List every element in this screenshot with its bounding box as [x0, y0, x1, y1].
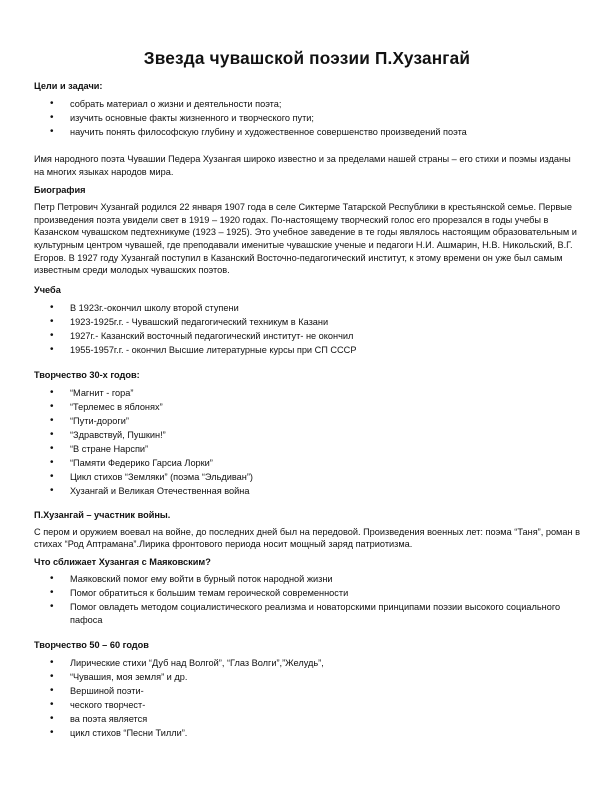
goals-list — [34, 97, 580, 139]
works30-heading: Творчество 30-х годов: — [34, 369, 140, 380]
list-item: • “Чувашия, моя земля” и др. — [50, 670, 580, 684]
list-item: • “В стране Нарспи” — [50, 442, 580, 456]
document-title: Звезда чувашской поэзии П.Хузангай — [143, 48, 471, 68]
war-paragraph: С пером и оружием воевал на войне, до последних дней был на передовой. Произведения военных лет: поэма “Таня”, роман в стихах “Род Аптрамана”.Лирика фронтового периода носит мощный заряд патриотизма. — [34, 526, 580, 550]
works50-list — [34, 656, 580, 740]
document-page — [34, 48, 580, 740]
list-item: • цикл стихов “Песни Тилли”. — [50, 726, 580, 740]
list-item: • 1955-1957г.г. - окончил Высшие литературные курсы при СП СССР — [50, 343, 580, 357]
list-item: • “Пути-дороги” — [50, 414, 580, 428]
list-item: • изучить основные факты жизненного и творческого пути; — [50, 111, 580, 125]
list-item: • ва поэта является — [50, 712, 580, 726]
list-item: • ческого творчест- — [50, 698, 580, 712]
goals-heading: Цели и задачи: — [34, 81, 103, 91]
works30-list — [34, 386, 580, 498]
list-item: • Помог обратиться к большим темам героической современности — [50, 587, 580, 600]
war-heading: П.Хузангай – участник войны. — [34, 509, 171, 520]
list-item: • Лирические стихи “Дуб над Волгой”, “Глаз Волги”,”Желудь”, — [50, 656, 580, 670]
list-item: • собрать материал о жизни и деятельности поэта; — [50, 97, 580, 111]
list-item: • “Терлемес в яблонях” — [50, 400, 580, 414]
mayakovsky-list — [34, 573, 580, 626]
list-item: • Цикл стихов “Земляки” (поэма “Эльдиван”) — [50, 470, 580, 484]
study-list — [34, 301, 580, 357]
list-item: • 1923-1925г.г. - Чувашский педагогический техникум в Казани — [50, 315, 580, 329]
list-item: • 1927г.- Казанский восточный педагогический институт- не окончил — [50, 329, 580, 343]
biography-heading: Биография — [34, 185, 86, 196]
list-item: • В 1923г.-окончил школу второй ступени — [50, 301, 580, 315]
biography-paragraph: Петр Петрович Хузангай родился 22 января 1907 года в селе Сиктерме Татарской Республики в крестьянской семье. Первые произведения поэта увидели свет в 1919 – 1920 годах. По-настоящему творческий голос его прорезался в годы учебы в Казанском чувашском педтехникуме (1923 – 1925). Это учебное заведение в те годы являлось настоящим образовательным и культурным центром чувашей, где преподавали именитые чувашские ученые и педагоги Н.И. Ашмарин, Н.В. Никольский, В.Г. Егоров. В 1927 году Хузангай поступил в Казанский Восточно-педагогический институт, к этому времени он уже был самым известным среди молодых чувашских поэтов. — [34, 202, 577, 276]
list-item: • Маяковский помог ему войти в бурный поток народной жизни — [50, 573, 580, 586]
list-item: • “Памяти Федерико Гарсиа Лорки” — [50, 456, 580, 470]
list-item: • Вершиной поэти- — [50, 684, 580, 698]
list-item: • “Здравствуй, Пушкин!” — [50, 428, 580, 442]
list-item: • научить понять философскую глубину и художественное совершенство произведений поэта — [50, 125, 580, 139]
intro-paragraph: Имя народного поэта Чувашии Педера Хузангая широко известно и за пределами нашей страны – его стихи и поэмы изданы на многих языках народов мира. — [34, 154, 571, 177]
mayakovsky-heading: Что сближает Хузангая с Маяковским? — [34, 556, 211, 567]
list-item: • Помог овладеть методом социалистического реализма и новаторскими принципами поэзии высокого социального пафоса — [50, 601, 580, 626]
list-item: • Хузангай и Великая Отечественная война — [50, 484, 580, 498]
works50-heading: Творчество 50 – 60 годов — [34, 640, 149, 651]
list-item: • “Магнит - гора” — [50, 386, 580, 400]
study-heading: Учеба — [34, 284, 61, 295]
